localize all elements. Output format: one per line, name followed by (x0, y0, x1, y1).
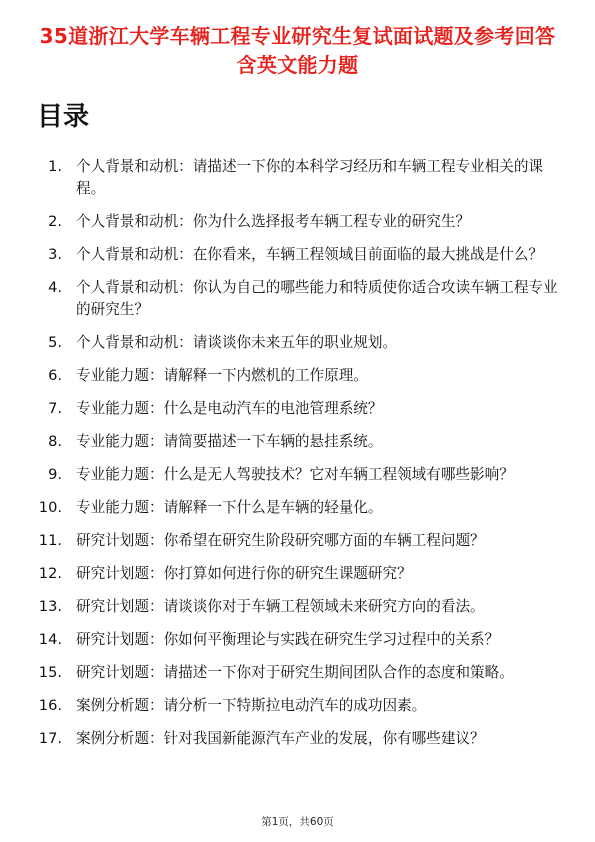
toc-item-text: 个人背景和动机：请谈谈你未来五年的职业规划。 (76, 334, 398, 351)
toc-item-number: 8. (48, 433, 62, 450)
toc-item[interactable] (28, 497, 568, 519)
toc-item[interactable] (28, 431, 568, 453)
toc-item-text: 案例分析题：请分析一下特斯拉电动汽车的成功因素。 (76, 697, 427, 714)
toc-item[interactable] (28, 244, 568, 266)
toc-item-text: 研究计划题：请谈谈你对于车辆工程领域未来研究方向的看法。 (76, 598, 485, 615)
toc-item[interactable] (28, 563, 568, 585)
toc-item-number: 11. (38, 532, 62, 549)
toc-item[interactable] (28, 596, 568, 618)
toc-item[interactable] (28, 629, 568, 651)
toc-item-text: 个人背景和动机：你为什么选择报考车辆工程专业的研究生？ (76, 213, 471, 230)
toc-item[interactable] (28, 695, 568, 717)
toc-item-text: 专业能力题：什么是无人驾驶技术？它对车辆工程领域有哪些影响？ (76, 466, 514, 483)
toc-item-number: 3. (48, 246, 62, 263)
toc-item-text: 专业能力题：请解释一下什么是车辆的轻量化。 (76, 499, 383, 516)
toc-item[interactable] (28, 662, 568, 684)
toc-item-number: 4. (48, 279, 62, 296)
toc-item-number: 7. (48, 400, 62, 417)
toc-item-number: 14. (38, 631, 62, 648)
toc-item-text: 研究计划题：请描述一下你对于研究生期间团队合作的态度和策略。 (76, 664, 514, 681)
toc-item-text: 个人背景和动机：你认为自己的哪些能力和特质使你适合攻读车辆工程专业的研究生？ (76, 279, 558, 318)
toc-item-number: 16. (38, 697, 62, 714)
toc-item-number: 1. (48, 158, 62, 175)
toc-item[interactable] (28, 332, 568, 354)
toc-item-number: 13. (38, 598, 62, 615)
toc-item-number: 5. (48, 334, 62, 351)
toc-item-number: 10. (38, 499, 62, 516)
toc-item-number: 9. (48, 466, 62, 483)
toc-item[interactable] (28, 398, 568, 420)
toc-item-text: 专业能力题：请简要描述一下车辆的悬挂系统。 (76, 433, 383, 450)
toc-item[interactable] (28, 464, 568, 486)
toc-item-text: 案例分析题：针对我国新能源汽车产业的发展，你有哪些建议？ (76, 730, 485, 747)
toc-item[interactable] (28, 365, 568, 387)
toc-item-number: 6. (48, 367, 62, 384)
toc-item-text: 个人背景和动机：请描述一下你的本科学习经历和车辆工程专业相关的课程。 (76, 158, 544, 197)
toc-list (28, 156, 568, 761)
toc-item-number: 12. (38, 565, 62, 582)
toc-item-text: 个人背景和动机：在你看来，车辆工程领域目前面临的最大挑战是什么？ (76, 246, 544, 263)
page-footer: 第1页，共60页 (261, 816, 334, 828)
toc-item-text: 研究计划题：你如何平衡理论与实践在研究生学习过程中的关系？ (76, 631, 500, 648)
toc-item[interactable] (28, 530, 568, 552)
toc-item-number: 2. (48, 213, 62, 230)
toc-item[interactable] (28, 277, 568, 321)
toc-heading: 目录 (37, 102, 90, 132)
toc-item[interactable] (28, 211, 568, 233)
toc-item-number: 17. (38, 730, 62, 747)
toc-item-text: 专业能力题：请解释一下内燃机的工作原理。 (76, 367, 368, 384)
toc-item[interactable] (28, 156, 568, 200)
toc-item-text: 专业能力题：什么是电动汽车的电池管理系统？ (76, 400, 383, 417)
document-title: 35道浙江大学车辆工程专业研究生复试面试题及参考回答含英文能力题 (39, 24, 556, 77)
toc-item-text: 研究计划题：你希望在研究生阶段研究哪方面的车辆工程问题？ (76, 532, 485, 549)
toc-item-number: 15. (38, 664, 62, 681)
toc-item[interactable] (28, 728, 568, 750)
toc-item-text: 研究计划题：你打算如何进行你的研究生课题研究？ (76, 565, 412, 582)
